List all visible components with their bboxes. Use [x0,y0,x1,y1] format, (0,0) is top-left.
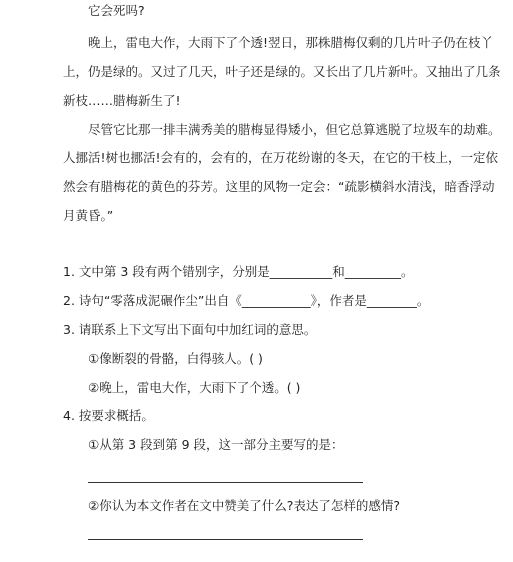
question-2: 2. 诗句“零落成泥碾作尘”出自《___________》，作者是________。 [63,293,430,308]
question-3-item-2: ②晚上，雷电大作，大雨下了个透。( ) [88,380,301,395]
passage-line: 晚上，雷电大作，大雨下了个透!翌日，那株腊梅仅剩的几片叶子仍在枝丫 [88,35,494,50]
passage-line: 上，仍是绿的。又过了几天，叶子还是绿的。又长出了几片新叶。又抽出了几条 [63,64,501,79]
question-4: 4. 按要求概括。 [63,408,154,423]
question-3-item-1: ①像断裂的骨骼，白得骇人。( ) [88,351,263,366]
passage-line: 尽管它比那一排丰满秀美的腊梅显得矮小，但它总算逃脱了垃圾车的劫难。 [88,122,501,137]
question-4-item-1: ①从第 3 段到第 9 段，这一部分主要写的是： [88,437,344,452]
passage-line: 月黄昏。” [63,208,114,223]
passage-line: 然会有腊梅花的黄色的芬芳。这里的风物一定会：“疏影横斜水清浅，暗香浮动 [63,179,495,194]
passage-line: 它会死吗? [88,3,145,18]
question-3: 3. 请联系上下文写出下面句中加红词的意思。 [63,322,317,337]
question-4-item-2: ②你认为本文作者在文中赞美了什么?表达了怎样的感情? [88,498,400,513]
passage-line: 新枝……腊梅新生了! [63,93,181,108]
question-1: 1. 文中第 3 段有两个错别字，分别是__________和_________。 [63,264,414,279]
answer-line [88,539,363,540]
answer-line [88,482,363,483]
passage-line: 人挪活!树也挪活!会有的，会有的，在万花纷谢的冬天，在它的干枝上，一定依 [63,150,499,165]
